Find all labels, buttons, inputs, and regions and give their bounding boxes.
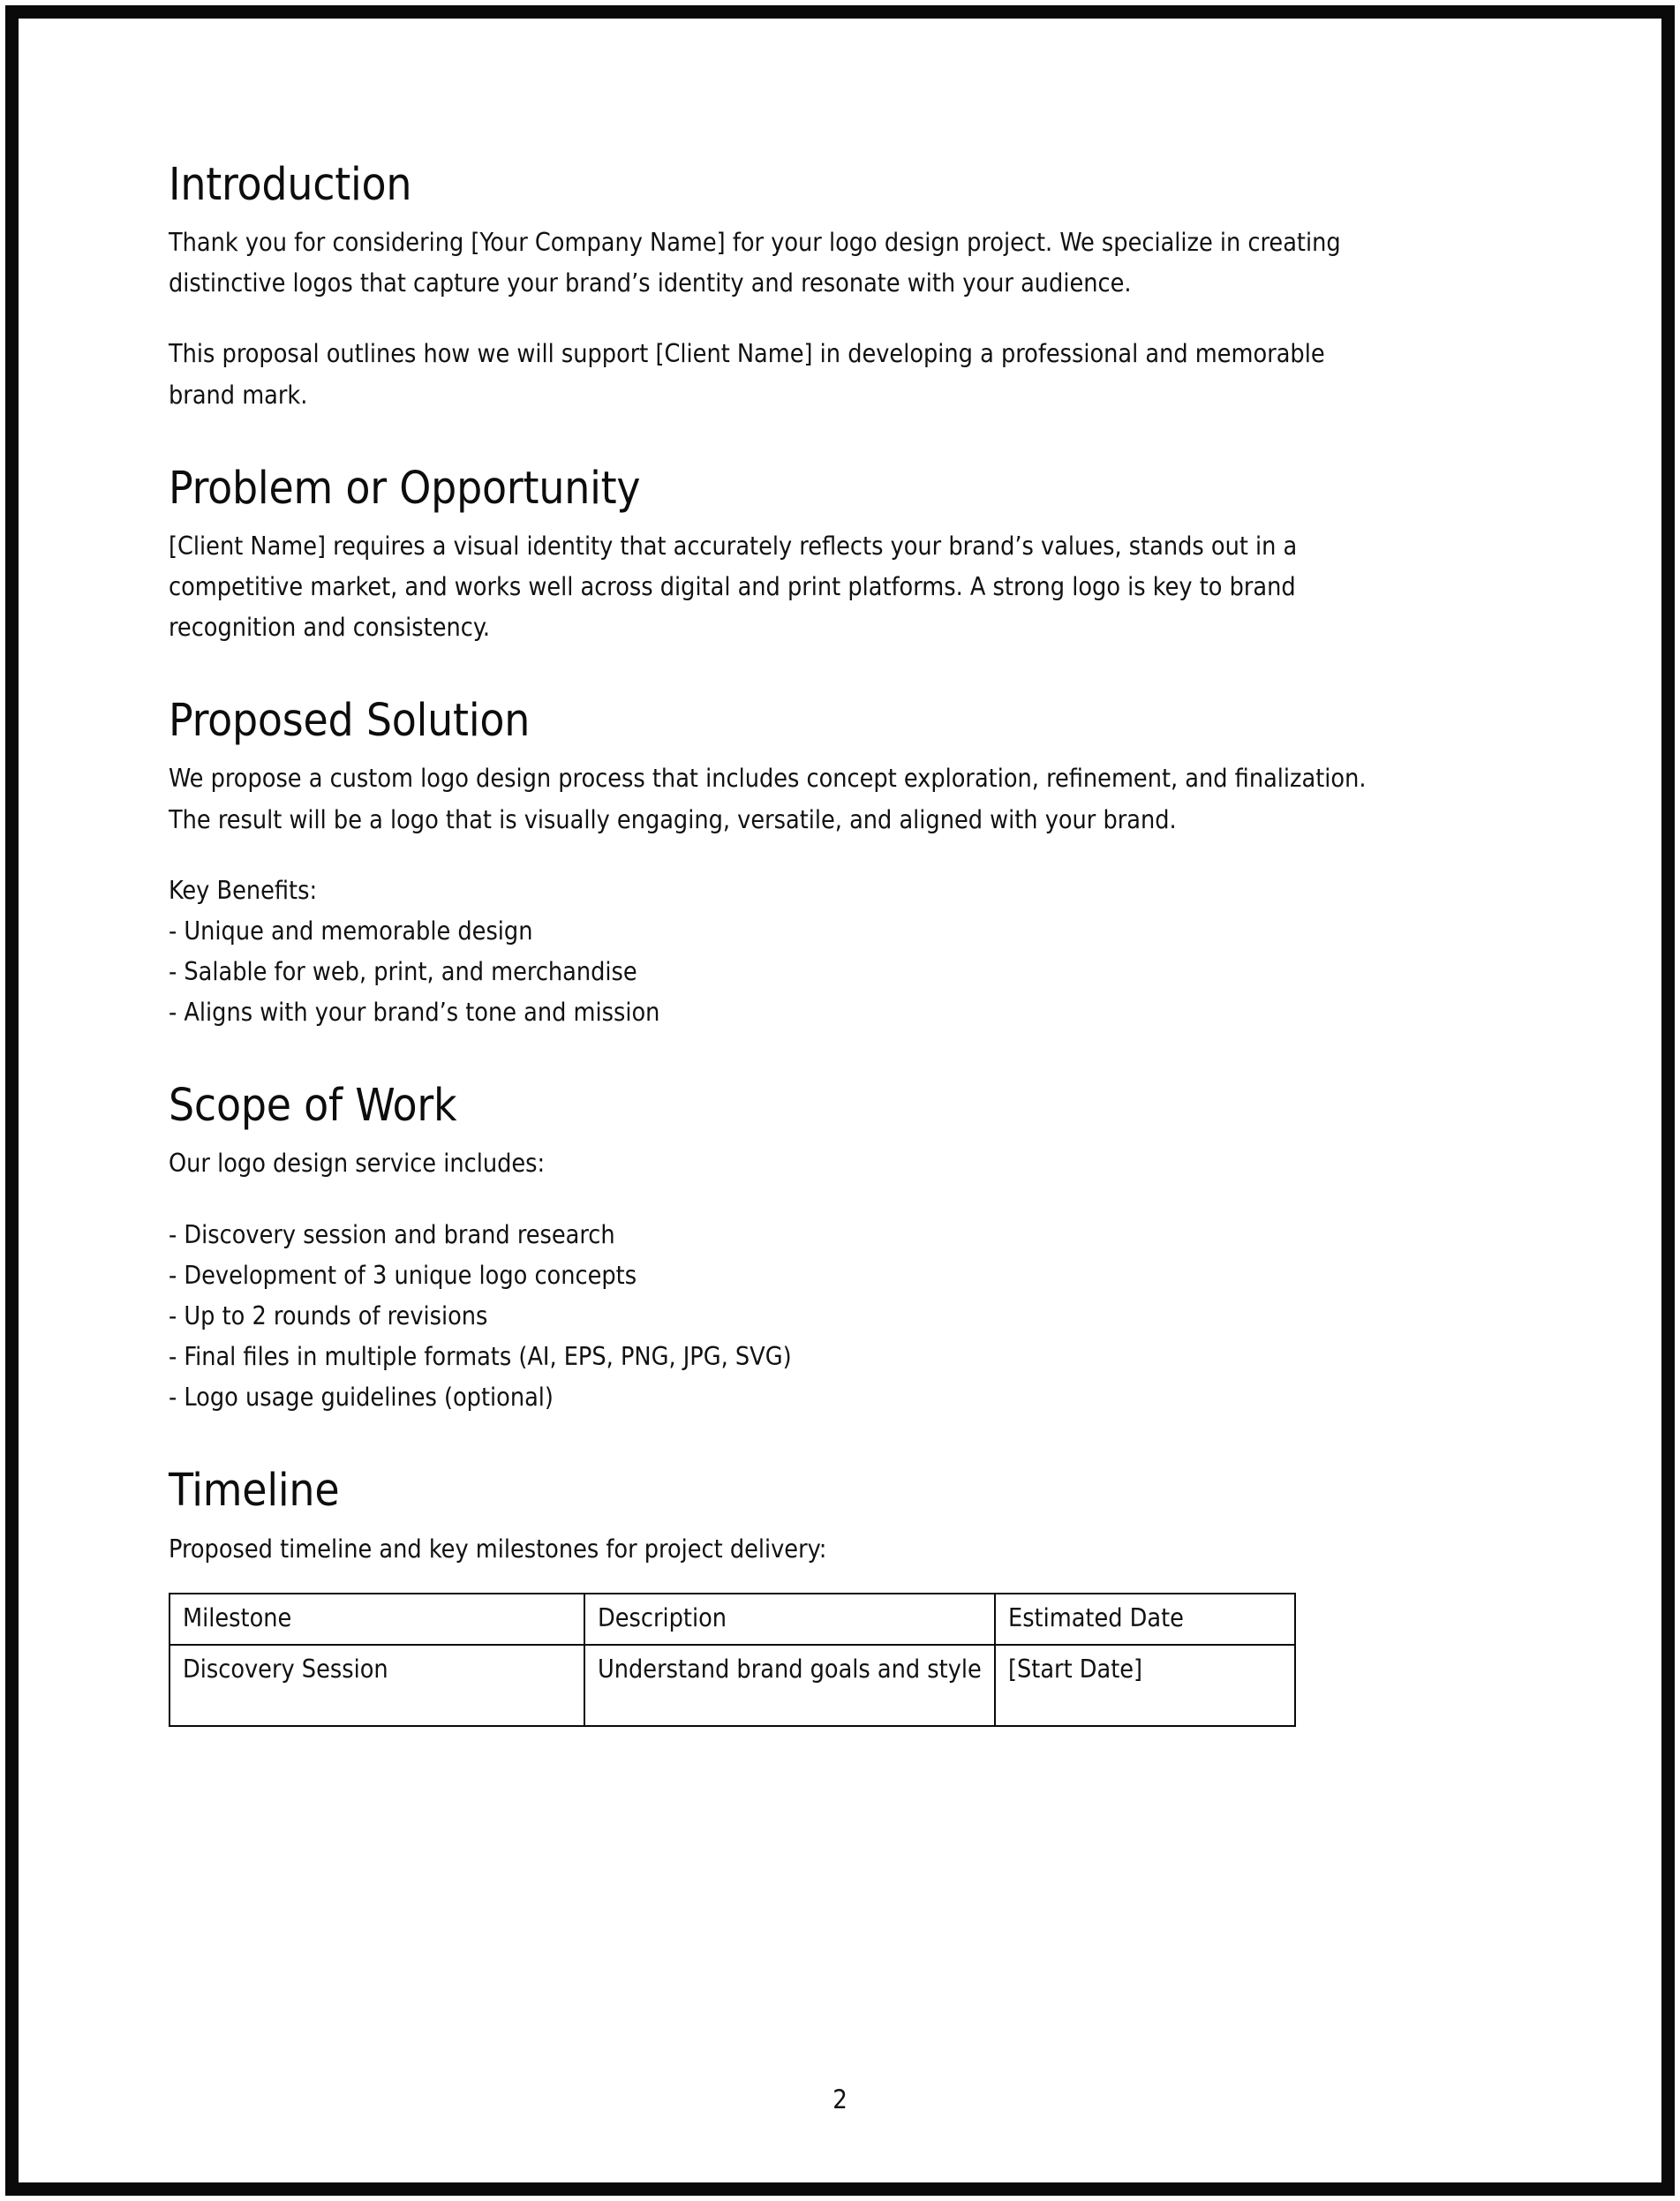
paragraph-timeline-intro: Proposed timeline and key milestones for project delivery: bbox=[169, 1534, 827, 1564]
heading-introduction: Introduction bbox=[169, 159, 412, 211]
table-cell-estimated-date: [Start Date] bbox=[995, 1645, 1295, 1726]
paragraph-proposed-solution: We propose a custom logo design process that includes concept exploration, refinement, and finalization. The result will be a logo that is visually engaging, versatile, and aligned with your brand. bbox=[169, 764, 1367, 834]
page-border bbox=[5, 5, 1675, 2196]
list-item: - Aligns with your brand’s tone and mission bbox=[169, 998, 660, 1028]
list-item: - Unique and memorable design bbox=[169, 916, 533, 946]
table-column-header-estimated-date: Estimated Date bbox=[995, 1594, 1295, 1646]
table-cell-description: Understand brand goals and style bbox=[584, 1645, 995, 1726]
table-cell-milestone: Discovery Session bbox=[170, 1645, 584, 1726]
table-row bbox=[170, 1645, 1295, 1726]
document-content bbox=[169, 160, 1519, 1727]
list-key-benefits bbox=[169, 911, 1519, 1033]
list-item: - Logo usage guidelines (optional) bbox=[169, 1383, 554, 1413]
paragraph-problem-or-opportunity: [Client Name] requires a visual identity that accurately reflects your brand’s values, stands out in a competitive market, and works well across digital and print platforms. A strong logo is key to brand recognition and consistency. bbox=[169, 531, 1298, 643]
page-number: 2 bbox=[832, 2084, 848, 2114]
paragraph-scope-of-work-intro: Our logo design service includes: bbox=[169, 1149, 546, 1179]
list-item: - Development of 3 unique logo concepts bbox=[169, 1260, 637, 1290]
list-scope-of-work bbox=[169, 1215, 1519, 1419]
list-item: - Salable for web, print, and merchandise bbox=[169, 957, 637, 987]
heading-problem-or-opportunity: Problem or Opportunity bbox=[169, 462, 641, 515]
heading-timeline: Timeline bbox=[169, 1465, 340, 1518]
timeline-table bbox=[169, 1593, 1296, 1728]
heading-proposed-solution: Proposed Solution bbox=[169, 695, 531, 748]
label-key-benefits: Key Benefits: bbox=[169, 875, 318, 905]
paragraph-introduction-2: This proposal outlines how we will support [Client Name] in developing a professional and memorable brand mark. bbox=[169, 339, 1325, 410]
list-item: - Discovery session and brand research bbox=[169, 1219, 615, 1249]
list-item: - Up to 2 rounds of revisions bbox=[169, 1300, 488, 1330]
table-column-header-milestone: Milestone bbox=[170, 1594, 584, 1646]
paragraph-introduction-1: Thank you for considering [Your Company Name] for your logo design project. We specialize in creating distinctive logos that capture your brand’s identity and resonate with your audience. bbox=[169, 228, 1341, 298]
page-inner bbox=[19, 19, 1661, 2182]
heading-scope-of-work: Scope of Work bbox=[169, 1080, 457, 1133]
table-header-row bbox=[170, 1594, 1295, 1646]
table-column-header-description: Description bbox=[584, 1594, 995, 1646]
list-item: - Final files in multiple formats (AI, EPS, PNG, JPG, SVG) bbox=[169, 1342, 792, 1372]
